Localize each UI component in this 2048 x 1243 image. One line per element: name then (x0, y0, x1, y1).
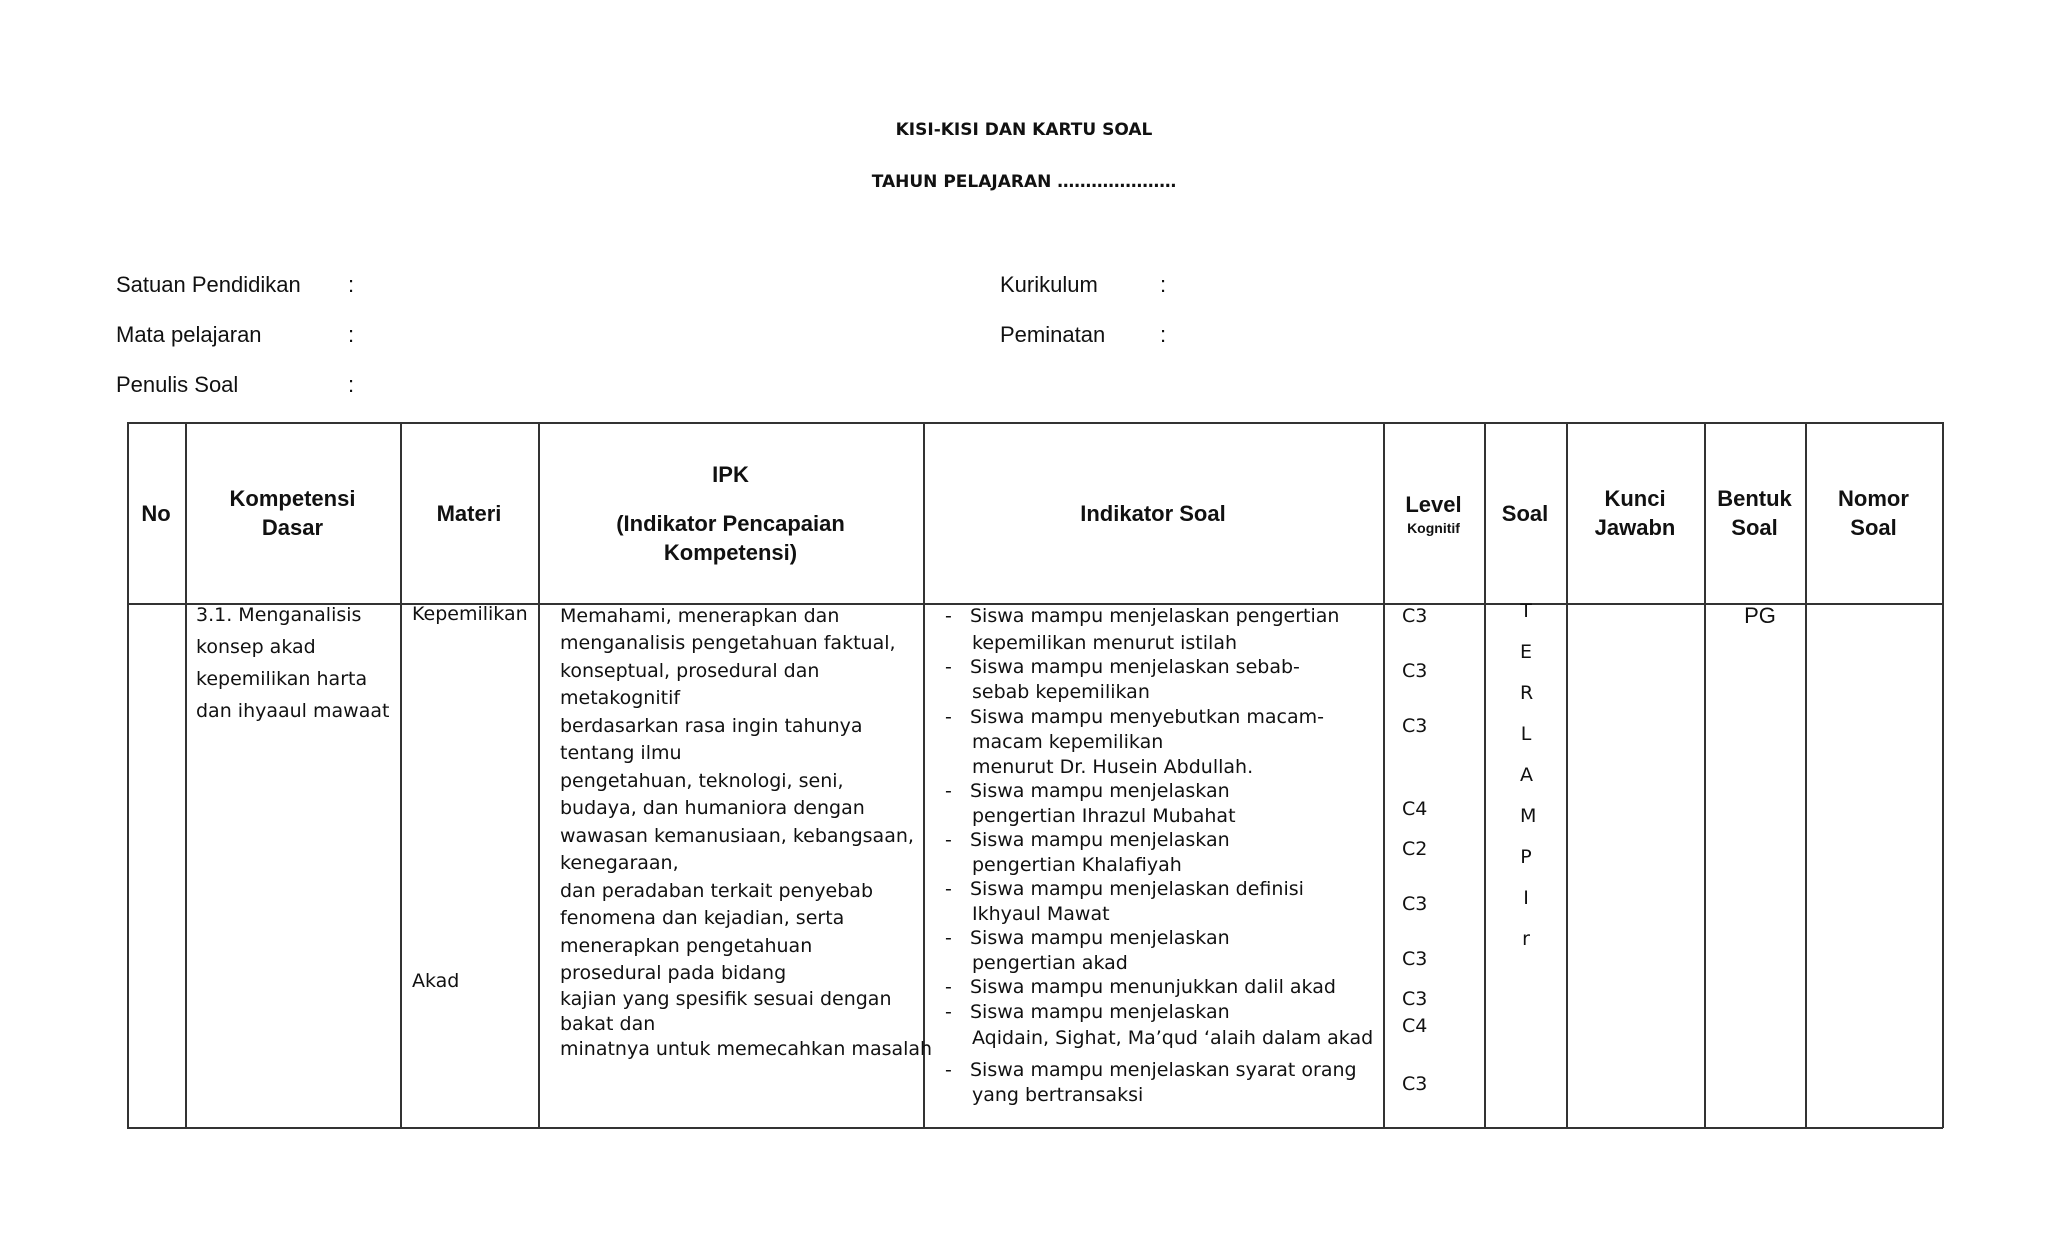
ipk-text: tentang ilmu (560, 742, 682, 764)
header-level-kognitif (1383, 423, 1484, 603)
header-kunci-jawaban (1566, 423, 1704, 603)
header-no (127, 423, 185, 603)
indikator-text: Siswa mampu menjelaskan syarat orang (970, 1059, 1357, 1081)
header-kompetensi-dasar (185, 423, 400, 603)
ipk-text: Memahami, menerapkan dan (560, 605, 840, 627)
indikator-text: pengertian Khalafiyah (972, 854, 1182, 876)
meta-colon: : (348, 272, 355, 297)
ipk-text: menganalisis pengetahuan faktual, (560, 632, 896, 654)
meta-colon: : (348, 322, 355, 347)
ipk-text: prosedural pada bidang (560, 962, 787, 984)
header-indikator-soal (923, 423, 1383, 603)
bentuk-soal-value: PG (1744, 603, 1776, 628)
bullet-dash: - (945, 976, 952, 998)
ipk-text: berdasarkan rasa ingin tahunya (560, 715, 863, 737)
kd-text: konsep akad (196, 636, 316, 658)
indikator-text: Ikhyaul Mawat (972, 903, 1110, 925)
indikator-text: Siswa mampu menjelaskan (970, 1001, 1230, 1023)
ipk-text: metakognitif (560, 687, 681, 709)
bullet-dash: - (945, 927, 952, 949)
bullet-dash: - (945, 780, 952, 802)
ipk-text: budaya, dan humaniora dengan (560, 797, 865, 819)
kd-text: kepemilikan harta (196, 668, 368, 690)
header-label: (Indikator Pencapaian (616, 510, 845, 536)
bullet-dash: - (945, 605, 952, 627)
header-label: Level (1405, 491, 1462, 517)
ipk-text: wawasan kemanusiaan, kebangsaan, (560, 825, 914, 847)
ipk-text: bakat dan (560, 1013, 656, 1035)
meta-label: Penulis Soal (116, 372, 239, 397)
kd-text: 3.1. Menganalisis (196, 604, 362, 626)
indikator-text: pengertian akad (972, 952, 1128, 974)
indikator-text: Siswa mampu menjelaskan (970, 927, 1230, 949)
indikator-text: Siswa mampu menyebutkan macam- (970, 706, 1324, 728)
header-label: Dasar (261, 515, 324, 540)
meta-label: Mata pelajaran (116, 322, 262, 347)
indikator-text: Siswa mampu menjelaskan (970, 780, 1230, 802)
ipk-text: minatnya untuk memecahkan masalah (560, 1038, 933, 1060)
header-label: IPK (712, 461, 749, 487)
indikator-text: Siswa mampu menjelaskan definisi (970, 878, 1304, 900)
meta-label: Peminatan (1000, 322, 1106, 347)
header-nomor-soal (1805, 423, 1942, 603)
ipk-text: kajian yang spesifik sesuai dengan (560, 988, 892, 1010)
soal-letter: A (1520, 764, 1533, 786)
bullet-dash: - (945, 706, 952, 728)
table-col-border (1942, 422, 1944, 1128)
indikator-text: pengertian Ihrazul Mubahat (972, 805, 1236, 827)
soal-letter: L (1520, 723, 1532, 745)
soal-letter: P (1520, 846, 1532, 868)
soal-letter: I (1523, 887, 1529, 909)
indikator-text: yang bertransaksi (972, 1084, 1144, 1106)
header-label: Kunci (1604, 486, 1666, 511)
ipk-text: pengetahuan, teknologi, seni, (560, 770, 844, 792)
meta-colon: : (1160, 272, 1167, 297)
level-value: C3 (1402, 715, 1428, 737)
indikator-text: kepemilikan menurut istilah (972, 632, 1237, 654)
level-value: C3 (1402, 988, 1428, 1010)
header-label: Kompetensi) (663, 539, 798, 565)
header-label: Bentuk (1717, 486, 1792, 511)
header-label: Kompetensi (229, 486, 356, 511)
header-label: Nomor (1838, 486, 1909, 511)
indikator-text: Siswa mampu menunjukkan dalil akad (970, 976, 1336, 998)
document-title: KISI-KISI DAN KARTU SOAL (895, 120, 1153, 140)
header-materi (400, 423, 538, 603)
level-value: C3 (1402, 660, 1428, 682)
indikator-text: macam kepemilikan (972, 731, 1164, 753)
meta-label: Kurikulum (1000, 272, 1098, 297)
ipk-text: konseptual, prosedural dan (560, 660, 820, 682)
header-label: Soal (1850, 515, 1897, 540)
soal-letter: M (1520, 805, 1537, 827)
indikator-text: menurut Dr. Husein Abdullah. (972, 756, 1254, 778)
indikator-text: Aqidain, Sighat, Ma’qud ‘alaih dalam akad (972, 1027, 1374, 1049)
indikator-text: Siswa mampu menjelaskan sebab- (970, 656, 1300, 678)
soal-letter: T (1520, 600, 1532, 622)
soal-letter: R (1520, 682, 1534, 704)
bullet-dash: - (945, 656, 952, 678)
materi-akad: Akad (412, 970, 460, 992)
bullet-dash: - (945, 1001, 952, 1023)
bullet-dash: - (945, 878, 952, 900)
materi-kepemilikan: Kepemilikan (412, 603, 528, 625)
level-value: C3 (1402, 1073, 1428, 1095)
header-label: Jawabn (1594, 515, 1676, 540)
bullet-dash: - (945, 1059, 952, 1081)
bullet-dash: - (945, 829, 952, 851)
header-bentuk-soal (1704, 423, 1805, 603)
level-value: C3 (1402, 948, 1428, 970)
ipk-text: kenegaraan, (560, 852, 679, 874)
soal-letter: E (1520, 641, 1533, 663)
ipk-text: dan peradaban terkait penyebab (560, 880, 873, 902)
indikator-text: Siswa mampu menjelaskan (970, 829, 1230, 851)
header-label: Materi (436, 500, 502, 526)
meta-label: Satuan Pendidikan (116, 272, 301, 297)
meta-colon: : (348, 372, 355, 397)
ipk-text: fenomena dan kejadian, serta (560, 907, 845, 929)
level-value: C3 (1402, 605, 1428, 627)
soal-letter: r (1522, 928, 1530, 950)
indikator-text: sebab kepemilikan (972, 681, 1150, 703)
header-label: Soal (1731, 515, 1778, 540)
level-value: C4 (1402, 1015, 1428, 1037)
header-soal (1484, 423, 1566, 603)
level-value: C2 (1402, 838, 1428, 860)
header-label: Indikator Soal (1080, 500, 1226, 526)
document-subtitle: TAHUN PELAJARAN ………………… (871, 172, 1177, 192)
header-ipk (538, 423, 923, 603)
ipk-text: menerapkan pengetahuan (560, 935, 813, 957)
indikator-text: Siswa mampu menjelaskan pengertian (970, 605, 1340, 627)
header-label: Soal (1501, 500, 1549, 526)
level-value: C3 (1402, 893, 1428, 915)
header-label: Kognitif (1407, 519, 1460, 536)
meta-colon: : (1160, 322, 1167, 347)
level-value: C4 (1402, 798, 1428, 820)
header-no-label: No (141, 500, 171, 526)
kd-text: dan ihyaaul mawaat (196, 700, 390, 722)
